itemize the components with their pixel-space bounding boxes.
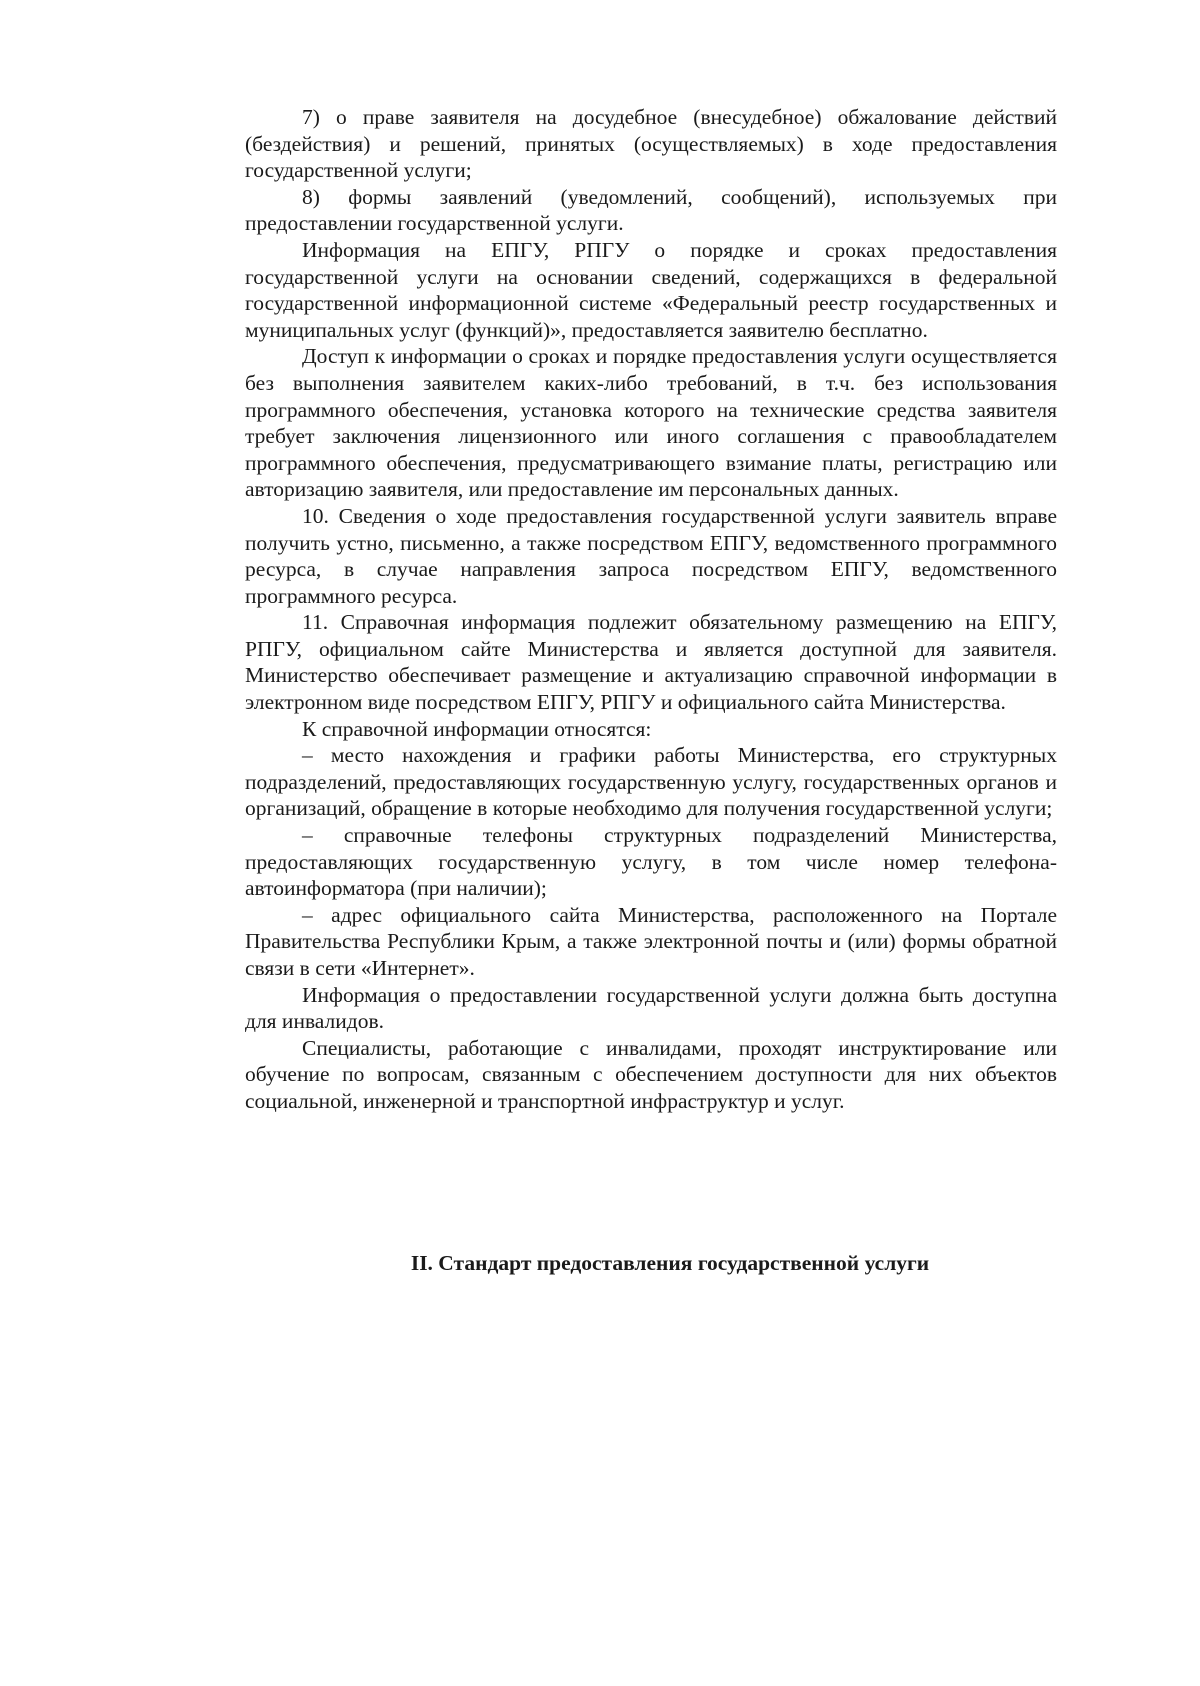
paragraph-reference-intro: К справочной информации относятся: bbox=[302, 716, 652, 741]
paragraph-item-7: 7) о праве заявителя на досудебное (внесудебное) обжалование действий (бездействия) и решений, принятых (осуществляемых) в ходе предоставления государственной услуги; bbox=[245, 105, 1057, 183]
list-item-phones: – справочные телефоны структурных подразделений Министерства, предоставляющих государственную услугу, в том числе номер телефона-автоинформатора (при наличии); bbox=[245, 823, 1057, 901]
paragraph-epgu-info: Информация на ЕПГУ, РПГУ о порядке и сроках предоставления государственной услуги на основании сведений, содержащихся в федеральной государственной информационной системе «Федеральный реестр государственных и муниципальных услуг (функций)», предоставляется заявителю бесплатно. bbox=[245, 237, 1057, 342]
paragraph-access-info: Доступ к информации о сроках и порядке предоставления услуги осуществляется без выполнения заявителем каких-либо требований, в т.ч. без использования программного обеспечения, установка которого на технические средства заявителя требует заключения лицензионного или иного соглашения с правообладателем программного обеспечения, предусматривающего взимание платы, регистрацию или авторизацию заявителя, или предоставление им персональных данных. bbox=[245, 344, 1057, 502]
section-heading: II. Стандарт предоставления государственной услуги bbox=[410, 1251, 930, 1275]
paragraph-specialists: Специалисты, работающие с инвалидами, проходят инструктирование или обучение по вопросам, связанным с обеспечением доступности для них объектов социальной, инженерной и транспортной инфраструктур и услуг. bbox=[245, 1035, 1057, 1113]
list-item-website: – адрес официального сайта Министерства, расположенного на Портале Правительства Республики Крым, а также электронной почты и (или) формы обратной связи в сети «Интернет». bbox=[245, 902, 1057, 980]
paragraph-item-10: 10. Сведения о ходе предоставления государственной услуги заявитель вправе получить устно, письменно, а также посредством ЕПГУ, ведомственного программного ресурса, в случае направления запроса посредством ЕПГУ, ведомственного программного ресурса. bbox=[245, 503, 1057, 608]
paragraph-disabled-access: Информация о предоставлении государственной услуги должна быть доступна для инвалидов. bbox=[245, 982, 1057, 1034]
paragraph-item-8: 8) формы заявлений (уведомлений, сообщений), используемых при предоставлении государственной услуги. bbox=[245, 184, 1057, 236]
document-body bbox=[245, 104, 1057, 1115]
list-item-location: – место нахождения и графики работы Министерства, его структурных подразделений, предоставляющих государственную услугу, государственных органов и организаций, обращение в которые необходимо для получения государственной услуги; bbox=[245, 743, 1057, 821]
paragraph-item-11: 11. Справочная информация подлежит обязательному размещению на ЕПГУ, РПГУ, официальном сайте Министерства и является доступной для заявителя. Министерство обеспечивает размещение и актуализацию справочной информации в электронном виде посредством ЕПГУ, РПГУ и официального сайта Министерства. bbox=[245, 610, 1057, 715]
